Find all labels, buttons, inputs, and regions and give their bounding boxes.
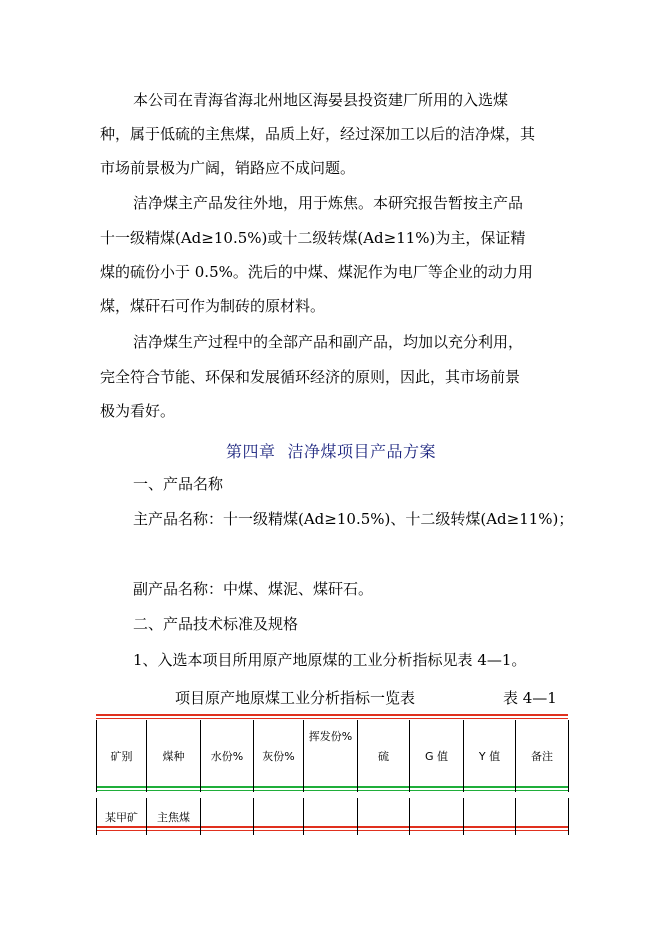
table-top-rule-2 [96, 718, 568, 719]
main-product-line: 主产品名称：十一级精煤(Ad≥10.5%)、十二级转煤(Ad≥11%)； [133, 510, 574, 528]
paragraph-3-line-3: 极为看好。 [100, 402, 176, 420]
table-cell [201, 798, 254, 835]
chapter-title: 洁净煤项目产品方案 [287, 442, 437, 461]
coal-analysis-table [96, 720, 569, 835]
table-cell: 某甲矿 [97, 798, 147, 835]
table-cell [464, 798, 516, 835]
chapter-heading [0, 439, 662, 462]
table-header-cell: G 值 [410, 720, 464, 792]
table-header-cell: 矿别 [97, 720, 147, 792]
table-header-row [97, 720, 569, 792]
paragraph-2-line-4: 煤，煤矸石可作为制砖的原材料。 [100, 297, 326, 315]
table-header-cell: 硫 [358, 720, 410, 792]
paragraph-3-line-1: 洁净煤生产过程中的全部产品和副产品，均加以充分利用， [133, 333, 524, 351]
table-header-cell: 灰份% [254, 720, 304, 792]
paragraph-3-line-2: 完全符合节能、环保和发展循环经济的原则，因此，其市场前景 [100, 368, 521, 386]
table-header-cell: 煤种 [147, 720, 201, 792]
table-cell [358, 798, 410, 835]
table-header-cell: 水份% [201, 720, 254, 792]
paragraph-2-line-2: 十一级精煤(Ad≥10.5%)或十二级转煤(Ad≥11%)为主，保证精 [100, 229, 526, 247]
table-number: 表 4—1 [503, 689, 557, 707]
paragraph-2-line-1: 洁净煤主产品发往外地，用于炼焦。本研究报告暂按主产品 [133, 194, 524, 212]
chapter-number: 第四章 [225, 442, 276, 461]
table-cell: 主焦煤 [147, 798, 201, 835]
section-2-item-1: 1、入选本项目所用原产地原煤的工业分析指标见表 4—1。 [133, 651, 527, 669]
table-row [97, 798, 569, 835]
table-top-rule-1 [96, 714, 568, 716]
table-caption: 项目原产地原煤工业分析指标一览表 [175, 689, 416, 707]
paragraph-1-line-1: 本公司在青海省海北州地区海晏县投资建厂所用的入选煤 [133, 91, 509, 109]
paragraph-1-line-3: 市场前景极为广阔，销路应不成问题。 [100, 159, 356, 177]
section-1-title: 一、产品名称 [133, 475, 224, 493]
paragraph-1-line-2: 种，属于低硫的主焦煤，品质上好，经过深加工以后的洁净煤，其 [100, 125, 536, 143]
table-cell [410, 798, 464, 835]
table-header-cell: 挥发份% [304, 720, 358, 792]
table-cell [516, 798, 569, 835]
by-product-line: 副产品名称：中煤、煤泥、煤矸石。 [133, 580, 374, 598]
table-cell [254, 798, 304, 835]
table-header-cell: 备注 [516, 720, 569, 792]
paragraph-2-line-3: 煤的硫份小于 0.5%。洗后的中煤、煤泥作为电厂等企业的动力用 [100, 263, 533, 281]
table-cell [304, 798, 358, 835]
table-header-cell: Y 值 [464, 720, 516, 792]
section-2-title: 二、产品技术标准及规格 [133, 615, 299, 633]
